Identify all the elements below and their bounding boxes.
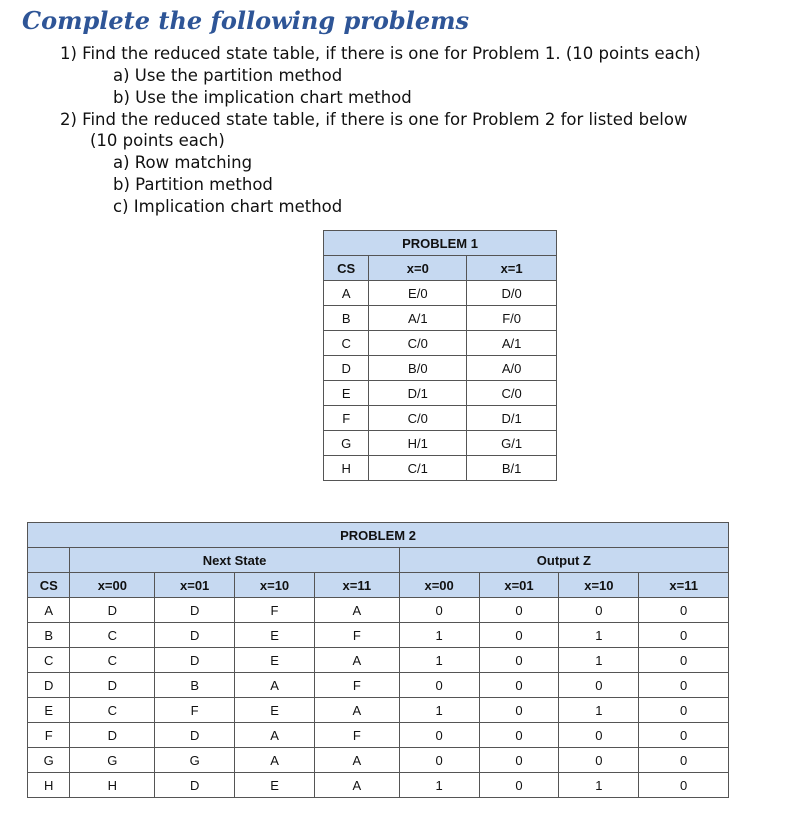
table-cell: 0	[639, 698, 729, 723]
table-cell: C/0	[369, 331, 467, 356]
table-cell: A/1	[369, 306, 467, 331]
table-cell: F	[314, 673, 399, 698]
p1-header-x0: x=0	[369, 256, 467, 281]
table-cell: 0	[639, 773, 729, 798]
problem-1-title: PROBLEM 1	[324, 231, 557, 256]
table-cell: 0	[639, 723, 729, 748]
table-cell: B	[155, 673, 235, 698]
column-header: x=00	[399, 573, 479, 598]
table-cell: A	[314, 748, 399, 773]
table-cell: 0	[479, 698, 559, 723]
table-cell: E/0	[369, 281, 467, 306]
instruction-1a: a) Use the partition method	[113, 66, 343, 85]
table-cell: F	[314, 623, 399, 648]
table-cell: G	[155, 748, 235, 773]
table-cell: B/0	[369, 356, 467, 381]
table-cell: A	[314, 598, 399, 623]
table-cell: 0	[639, 598, 729, 623]
table-cell: D	[324, 356, 369, 381]
table-cell: D	[70, 673, 155, 698]
table-cell: A/1	[467, 331, 557, 356]
table-cell: E	[235, 773, 315, 798]
table-cell: H	[28, 773, 70, 798]
page-heading: Complete the following problems	[22, 6, 469, 35]
instruction-2a: a) Row matching	[113, 153, 253, 172]
table-cell: E	[235, 648, 315, 673]
table-cell: A	[235, 723, 315, 748]
table-cell: D	[155, 773, 235, 798]
p2-group-next-state: Next State	[70, 548, 399, 573]
table-cell: A	[314, 698, 399, 723]
table-cell: C	[70, 648, 155, 673]
table-cell: H	[324, 456, 369, 481]
p2-group-spacer	[28, 548, 70, 573]
table-cell: C	[70, 623, 155, 648]
instruction-2b: b) Partition method	[113, 175, 273, 194]
table-cell: 0	[479, 623, 559, 648]
table-cell: 1	[559, 648, 639, 673]
instruction-1: 1) Find the reduced state table, if there is one for Problem 1. (10 points each)	[60, 44, 701, 63]
table-cell: 0	[479, 748, 559, 773]
table-cell: D	[155, 598, 235, 623]
table-cell: 0	[559, 598, 639, 623]
column-header: x=11	[314, 573, 399, 598]
table-cell: 0	[639, 673, 729, 698]
table-cell: 0	[559, 748, 639, 773]
table-cell: 0	[399, 673, 479, 698]
table-cell: 0	[479, 773, 559, 798]
table-cell: A	[324, 281, 369, 306]
problem-2-table	[27, 522, 729, 798]
table-cell: E	[28, 698, 70, 723]
instruction-2: 2) Find the reduced state table, if there is one for Problem 2 for listed below	[60, 110, 688, 129]
table-cell: 0	[479, 673, 559, 698]
table-row	[28, 748, 729, 773]
table-cell: B	[324, 306, 369, 331]
table-cell: E	[235, 698, 315, 723]
table-cell: 0	[399, 598, 479, 623]
table-row	[28, 623, 729, 648]
column-header: x=00	[70, 573, 155, 598]
table-cell: A	[235, 748, 315, 773]
column-header: x=10	[235, 573, 315, 598]
table-cell: E	[324, 381, 369, 406]
instruction-2-continued: (10 points each)	[90, 131, 225, 150]
table-cell: 1	[399, 623, 479, 648]
table-cell: D	[155, 623, 235, 648]
table-row	[324, 381, 557, 406]
table-row	[324, 331, 557, 356]
table-row	[324, 306, 557, 331]
table-cell: D	[70, 598, 155, 623]
column-header: x=01	[155, 573, 235, 598]
table-row	[324, 406, 557, 431]
instruction-2c: c) Implication chart method	[113, 197, 343, 216]
table-cell: H	[70, 773, 155, 798]
table-cell: 0	[639, 748, 729, 773]
table-cell: C/0	[369, 406, 467, 431]
table-row	[324, 281, 557, 306]
table-cell: G	[324, 431, 369, 456]
table-row	[28, 673, 729, 698]
column-header: x=01	[479, 573, 559, 598]
table-cell: 0	[639, 648, 729, 673]
column-header: CS	[28, 573, 70, 598]
table-cell: F	[314, 723, 399, 748]
table-cell: 0	[399, 723, 479, 748]
table-row	[28, 648, 729, 673]
table-cell: 1	[399, 698, 479, 723]
table-cell: C/1	[369, 456, 467, 481]
p2-body	[28, 598, 729, 798]
table-row	[324, 456, 557, 481]
table-cell: C	[70, 698, 155, 723]
table-cell: 1	[559, 698, 639, 723]
table-row	[28, 698, 729, 723]
table-row	[28, 598, 729, 623]
table-row	[28, 723, 729, 748]
table-row	[28, 773, 729, 798]
table-cell: 0	[479, 723, 559, 748]
p2-group-output-z: Output Z	[399, 548, 728, 573]
table-cell: A	[235, 673, 315, 698]
table-cell: G	[28, 748, 70, 773]
table-cell: G	[70, 748, 155, 773]
table-cell: 0	[479, 648, 559, 673]
p1-header-cs: CS	[324, 256, 369, 281]
table-cell: 1	[559, 773, 639, 798]
table-cell: A	[314, 648, 399, 673]
table-cell: D/1	[467, 406, 557, 431]
table-cell: 1	[559, 623, 639, 648]
column-header: x=10	[559, 573, 639, 598]
p2-header-row	[28, 573, 729, 598]
table-cell: 0	[559, 673, 639, 698]
table-cell: 1	[399, 773, 479, 798]
table-cell: C	[28, 648, 70, 673]
table-row	[324, 356, 557, 381]
table-cell: D	[155, 723, 235, 748]
table-cell: D	[155, 648, 235, 673]
table-cell: 0	[399, 748, 479, 773]
table-cell: F	[155, 698, 235, 723]
table-cell: B	[28, 623, 70, 648]
table-row	[324, 431, 557, 456]
table-cell: 0	[559, 723, 639, 748]
table-cell: D/0	[467, 281, 557, 306]
table-cell: A	[28, 598, 70, 623]
table-cell: A/0	[467, 356, 557, 381]
p1-body	[324, 281, 557, 481]
table-cell: G/1	[467, 431, 557, 456]
table-cell: F	[28, 723, 70, 748]
problem-2-title: PROBLEM 2	[28, 523, 729, 548]
table-cell: C/0	[467, 381, 557, 406]
table-cell: A	[314, 773, 399, 798]
table-cell: F/0	[467, 306, 557, 331]
instruction-1b: b) Use the implication chart method	[113, 88, 412, 107]
table-cell: E	[235, 623, 315, 648]
problem-1-table	[323, 230, 557, 481]
table-cell: C	[324, 331, 369, 356]
table-cell: D	[28, 673, 70, 698]
table-cell: D/1	[369, 381, 467, 406]
table-cell: B/1	[467, 456, 557, 481]
table-cell: 1	[399, 648, 479, 673]
table-cell: H/1	[369, 431, 467, 456]
table-cell: F	[235, 598, 315, 623]
table-cell: F	[324, 406, 369, 431]
table-cell: 0	[479, 598, 559, 623]
column-header: x=11	[639, 573, 729, 598]
p1-header-x1: x=1	[467, 256, 557, 281]
table-cell: 0	[639, 623, 729, 648]
table-cell: D	[70, 723, 155, 748]
